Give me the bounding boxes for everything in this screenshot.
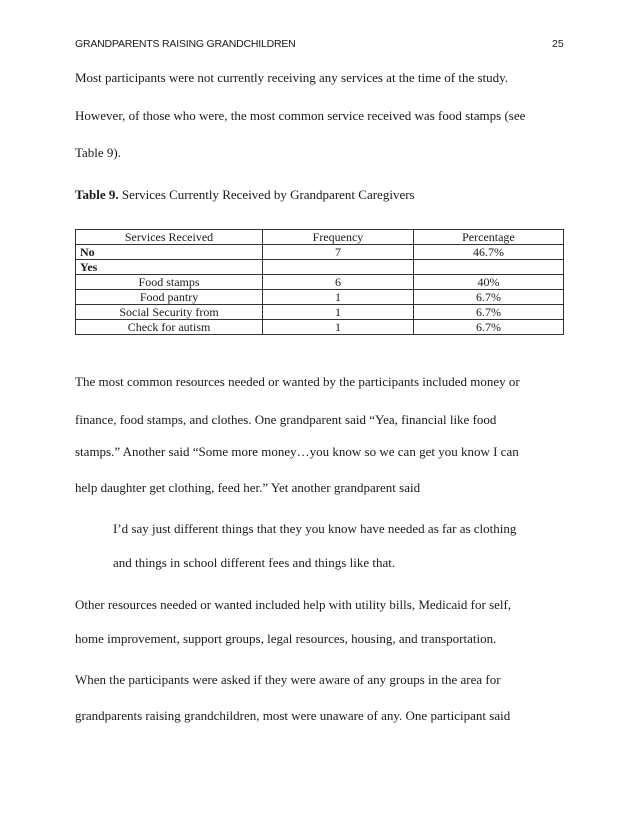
table-cell: 40% bbox=[413, 275, 563, 290]
running-head: GRANDPARENTS RAISING GRANDCHILDREN bbox=[75, 38, 296, 50]
table-cell: 6.7% bbox=[413, 290, 563, 305]
block-quote-line: I’d say just different things that they you know have needed as far as clothing bbox=[113, 521, 517, 536]
table-row bbox=[76, 305, 564, 320]
table-cell bbox=[413, 260, 563, 275]
table-cell: 6.7% bbox=[413, 320, 563, 335]
table-cell bbox=[263, 260, 414, 275]
table-caption bbox=[75, 187, 415, 203]
table-row bbox=[76, 320, 564, 335]
table-cell: 6.7% bbox=[413, 305, 563, 320]
paragraph-line: Other resources needed or wanted included help with utility bills, Medicaid for self, bbox=[75, 597, 512, 612]
page-number: 25 bbox=[552, 38, 564, 50]
table-header-cell: Services Received bbox=[76, 230, 263, 245]
table-cell: No bbox=[76, 245, 263, 260]
table-cell: Food stamps bbox=[76, 275, 263, 290]
table-cell: 1 bbox=[263, 290, 414, 305]
table-cell: Check for autism bbox=[76, 320, 263, 335]
table-header-cell: Frequency bbox=[263, 230, 414, 245]
paragraph-line: However, of those who were, the most common service received was food stamps (see bbox=[75, 108, 526, 123]
table-header-cell: Percentage bbox=[413, 230, 563, 245]
paragraph-line: help daughter get clothing, feed her.” Yet another grandparent said bbox=[75, 480, 421, 495]
table-cell: Food pantry bbox=[76, 290, 263, 305]
table-cell: Social Security from bbox=[76, 305, 263, 320]
table-caption-text: Services Currently Received by Grandparent Caregivers bbox=[118, 187, 415, 202]
paragraph-line: home improvement, support groups, legal resources, housing, and transportation. bbox=[75, 631, 497, 646]
paragraph-line: When the participants were asked if they were aware of any groups in the area for bbox=[75, 672, 501, 687]
paragraph-line: Most participants were not currently receiving any services at the time of the study. bbox=[75, 70, 509, 85]
table-cell: 6 bbox=[263, 275, 414, 290]
table-cell: Yes bbox=[76, 260, 263, 275]
paragraph-line: finance, food stamps, and clothes. One grandparent said “Yea, financial like food bbox=[75, 412, 497, 427]
table-row bbox=[76, 290, 564, 305]
table-header-row bbox=[76, 230, 564, 245]
services-table bbox=[75, 229, 564, 335]
table-cell: 46.7% bbox=[413, 245, 563, 260]
paragraph-line: The most common resources needed or wanted by the participants included money or bbox=[75, 374, 520, 389]
block-quote-line: and things in school different fees and things like that. bbox=[113, 555, 396, 570]
table-row bbox=[76, 260, 564, 275]
table-caption-label: Table 9. bbox=[75, 187, 119, 202]
table-row bbox=[76, 275, 564, 290]
paragraph-line: stamps.” Another said “Some more money…you know so we can get you know I can bbox=[75, 444, 519, 459]
paragraph-line: grandparents raising grandchildren, most were unaware of any. One participant said bbox=[75, 708, 511, 723]
paragraph-line: Table 9). bbox=[75, 145, 122, 160]
table-cell: 1 bbox=[263, 320, 414, 335]
table-row bbox=[76, 245, 564, 260]
table-cell: 7 bbox=[263, 245, 414, 260]
table-cell: 1 bbox=[263, 305, 414, 320]
